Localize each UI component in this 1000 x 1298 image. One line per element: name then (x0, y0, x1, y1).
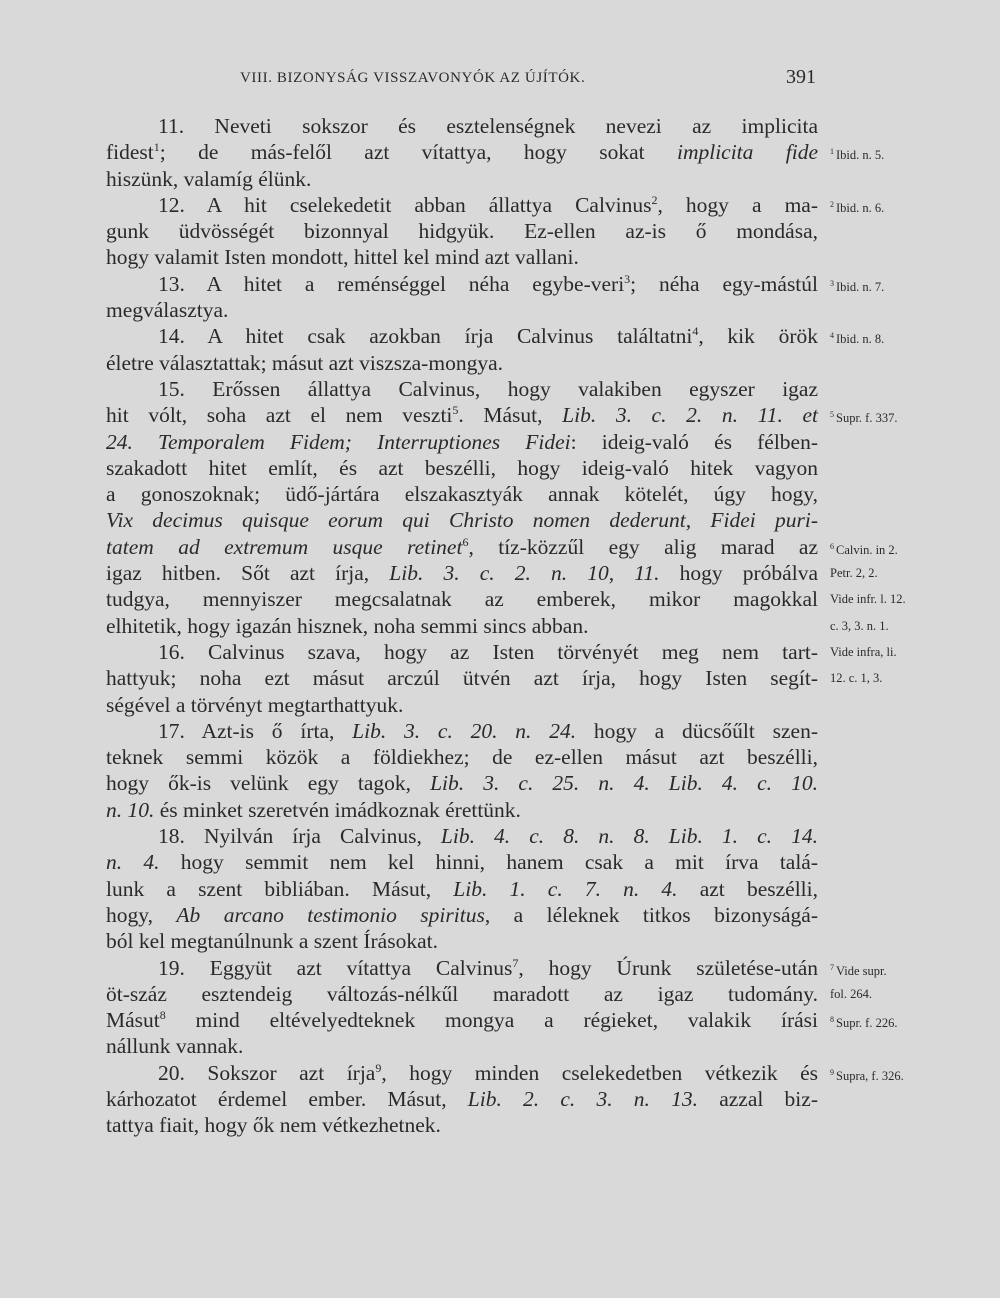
text-line: n. 10. és minket szeretvén imádkoznak érettünk. (106, 797, 521, 822)
text-line: tudgya, mennyiszer megcsalatnak az emberek, mikor magokkal (106, 587, 818, 612)
text-line: igaz hitben. Sőt azt írja, Lib. 3. c. 2. n. 10, 11. hogy próbálva (106, 561, 818, 586)
margin-note (830, 323, 998, 349)
margin-note-text: Vide supr. (836, 963, 887, 978)
margin-note (830, 534, 998, 560)
margin-note (830, 981, 998, 1007)
text-line: hogy, Ab arcano testimonio spiritus, a léleknek titkos bizonyságá- (106, 902, 818, 927)
margin-note-text: Vide infra, li. (830, 644, 897, 659)
page-number: 391 (786, 66, 816, 88)
margin-note (830, 139, 998, 165)
margin-note-text: Supr. f. 226. (836, 1016, 898, 1031)
text-line: megválasztya. (106, 298, 229, 323)
margin-note (830, 1060, 998, 1086)
text-line: 12. A hit cselekedetit abban állattya Calvinus$^2$, hogy a ma- (158, 192, 818, 217)
text-line: tatem ad extremum usque retinet$^6$, tíz-közzűl egy alig marad az (106, 534, 818, 559)
text-line: hattyuk; noha ezt másut arczúl ütvén azt írja, hogy Isten segít- (106, 666, 818, 691)
footnote-marker: 6 (830, 541, 834, 551)
text-line: 11. Neveti sokszor és esztelenségnek nevezi az implicita (158, 114, 818, 138)
margin-note-text: Supr. f. 337. (836, 411, 898, 426)
text-line: 14. A hitet csak azokban írja Calvinus találtatni$^4$, kik örök (158, 324, 818, 349)
margin-note-text: Ibid. n. 7. (836, 279, 885, 294)
text-line: 18. Nyilván írja Calvinus, Lib. 4. c. 8. n. 8. Lib. 1. c. 14. (158, 824, 818, 849)
text-line: 13. A hitet a reménséggel néha egybe-veri$^3$; néha egy-mástúl (158, 271, 819, 296)
text-line: Vix decimus quisque eorum qui Christo nomen dederunt, Fidei puri- (106, 508, 818, 533)
text-line: hiszünk, valamíg élünk. (106, 166, 312, 191)
margin-note (830, 560, 998, 586)
footnote-marker: 4 (830, 331, 834, 341)
footnote-marker: 1 (830, 147, 834, 157)
text-line: elhitetik, hogy igazán hisznek, noha semmi sincs abban. (106, 613, 589, 638)
running-head: VIII. BIZONYSÁG VISSZAVONYÓK AZ ÚJÍTÓK. (240, 70, 586, 86)
text-line: öt-száz esztendeig változás-nélkűl maradott az igaz tudomány. (106, 981, 818, 1006)
margin-note-text: Ibid. n. 8. (836, 332, 885, 347)
margin-note (830, 402, 998, 428)
margin-note-text: Vide infr. l. 12. (830, 592, 906, 607)
footnote-marker: 7 (830, 962, 834, 972)
text-line: gunk üdvösségét bizonnyal hidgyük. Ez-ellen az-is ő mondása, (106, 219, 818, 244)
margin-note-text: Supra, f. 326. (836, 1068, 904, 1083)
text-line: nállunk vannak. (106, 1034, 244, 1059)
margin-note-text: 12. c. 1, 3. (830, 671, 883, 686)
page-header (0, 64, 1000, 94)
margin-notes (830, 113, 998, 1139)
margin-note-text: c. 3, 3. n. 1. (830, 618, 889, 633)
text-line: tattya fiait, hogy ők nem vétkezhetnek. (106, 1113, 441, 1138)
footnote-marker: 9 (830, 1067, 834, 1077)
text-line: 17. Azt-is ő írta, Lib. 3. c. 20. n. 24. hogy a dücsőűlt szen- (158, 718, 818, 743)
margin-note-text: Ibid. n. 6. (836, 201, 885, 216)
margin-note (830, 639, 998, 665)
margin-note (830, 665, 998, 691)
margin-note (830, 613, 998, 639)
margin-note (830, 586, 998, 612)
footnote-marker: 8 (830, 1015, 834, 1025)
margin-note (830, 192, 998, 218)
text-line: teknek semmi közök a földiekhez; de ez-ellen másut azt beszélli, (106, 745, 818, 770)
margin-note (830, 955, 998, 981)
text-line: 19. Eggyüt azt vítattya Calvinus$^7$, hogy Úrunk születése-után (158, 955, 818, 980)
text-line: 15. Erőssen állattya Calvinus, hogy valakiben egyszer igaz (158, 376, 818, 401)
text-line: kárhozatot érdemel ember. Másut, Lib. 2. c. 3. n. 13. azzal biz- (106, 1086, 818, 1111)
footnote-marker: 3 (830, 278, 834, 288)
text-line: életre választattak; másut azt viszsza-mongya. (106, 350, 503, 375)
text-line: 20. Sokszor azt írja$^9$, hogy minden cselekedetben vétkezik és (158, 1060, 818, 1085)
text-line: n. 4. hogy semmit nem kel hinni, hanem csak a mit írva talá- (106, 850, 819, 875)
margin-note-text: Petr. 2, 2. (830, 566, 878, 581)
text-line: 24. Temporalem Fidem; Interruptiones Fidei: ideig-való és félben- (106, 429, 818, 454)
text-line: hogy ők-is velünk egy tagok, Lib. 3. c. 25. n. 4. Lib. 4. c. 10. (106, 771, 818, 796)
text-line: Másut$^8$ mind eltévelyedteknek mongya a régieket, valakik írási (106, 1007, 818, 1033)
footnote-marker: 5 (830, 410, 834, 420)
footnote-marker: 2 (830, 199, 834, 209)
text-line: a gonoszoknak; üdő-jártára elszakasztyák annak kötelét, úgy hogy, (106, 482, 818, 507)
text-line: ból kel megtanúlnunk a szent Írásokat. (106, 929, 438, 954)
text-line: szakadott hitet említ, és azt beszélli, hogy ideig-való hitek vagyon (106, 455, 818, 480)
margin-note (830, 1007, 998, 1033)
margin-note-text: fol. 264. (830, 986, 873, 1001)
text-line: lunk a szent bibliában. Másut, Lib. 1. c. 7. n. 4. azt beszélli, (106, 876, 818, 901)
margin-note-text: Calvin. in 2. (836, 542, 898, 557)
text-line: fidest$^1$; de más-felől azt vítattya, hogy sokat implicita fide (106, 140, 818, 165)
margin-note (830, 271, 998, 297)
text-line: hogy valamit Isten mondott, hittel kel mind azt vallani. (106, 245, 579, 270)
body-text (106, 113, 818, 1139)
text-line: 16. Calvinus szava, hogy az Isten törvényét meg nem tart- (158, 639, 818, 664)
text-line: hit vólt, soha azt el nem veszti$^5$. Másut, Lib. 3. c. 2. n. 11. et (106, 403, 819, 428)
text-line: ségével a törvényt megtarthattyuk. (106, 692, 404, 717)
margin-note-text: Ibid. n. 5. (836, 148, 885, 163)
